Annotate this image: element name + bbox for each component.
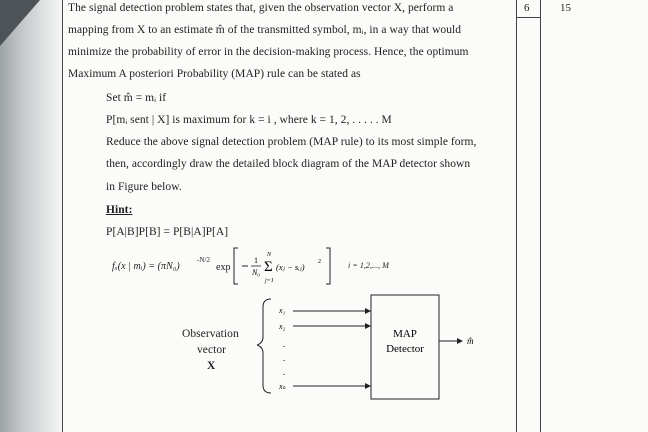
task-line-1: Reduce the above signal detection problem (MAP rule) to its most simple form, — [106, 136, 477, 148]
input-x2: x₂ — [279, 322, 286, 331]
question-line-4: Maximum A posteriori Probability (MAP) rule can be stated as — [68, 68, 361, 80]
observation-vector-label: vector — [197, 344, 227, 356]
formula-frac-den: N₀ — [251, 268, 261, 277]
output-estimate: m̂ — [467, 336, 474, 346]
block-diagram — [257, 293, 517, 403]
formula-square: 2 — [318, 259, 321, 265]
detector-label-map: MAP — [393, 328, 417, 340]
formula-sigma-icon: Σ — [264, 259, 273, 275]
input-xn: xₙ — [279, 382, 286, 391]
detector-label-detector: Detector — [386, 343, 424, 355]
output-arrowhead — [457, 338, 463, 344]
scan-corner — [0, 0, 40, 46]
formula-sum-top: N — [267, 252, 272, 258]
question-points: 15 — [560, 2, 571, 14]
input-dot-1: . — [283, 339, 286, 349]
bayes-rule: P[A|B]P[B] = P[B|A]P[A] — [106, 226, 229, 238]
map-set-rule: Set m̂ = mᵢ if — [106, 92, 167, 104]
formula-exp: exp — [216, 262, 231, 273]
formula-right-bracket — [326, 248, 330, 284]
formula-lhs: fₓ(x | mᵢ) = (πN₀) — [112, 261, 180, 272]
formula-frac-num: 1 — [254, 256, 258, 265]
input-arrowhead-1 — [365, 308, 371, 314]
table-left-border — [62, 0, 63, 432]
formula-sum-body: (xⱼ − sᵢⱼ) — [276, 262, 305, 272]
formula-sum-bottom: j=1 — [265, 278, 274, 284]
table-divider-marks — [540, 0, 541, 432]
question-line-2: mapping from X to an estimate m̂ of the transmitted symbol, mᵢ, in a way that would — [68, 24, 462, 36]
input-brace — [257, 299, 271, 393]
scan-shadow — [0, 0, 70, 432]
question-number: 6 — [524, 2, 530, 14]
observation-label: Observation — [182, 328, 239, 340]
task-line-3: in Figure below. — [106, 181, 182, 193]
input-arrowhead-n — [365, 383, 371, 389]
input-dot-2: . — [283, 353, 286, 363]
input-arrowhead-2 — [365, 323, 371, 329]
input-x1: x₁ — [279, 306, 286, 315]
document-page — [62, 0, 648, 432]
map-probability-rule: P[mᵢ sent | X] is maximum for k = i , where k = 1, 2, . . . . . M — [106, 114, 392, 126]
observation-x-label: X — [207, 360, 216, 372]
formula-left-bracket — [234, 248, 238, 284]
hint-label: Hint: — [106, 204, 133, 216]
question-line-1: The signal detection problem states that, given the observation vector X, perform a — [68, 2, 454, 14]
input-dot-3: . — [283, 367, 286, 377]
marks-cell-bottom — [516, 17, 540, 18]
question-line-3: minimize the probability of error in the decision-making process. Hence, the optimum — [68, 46, 469, 58]
formula-bracket-group — [232, 244, 342, 288]
task-line-2: then, accordingly draw the detailed block diagram of the MAP detector shown — [106, 158, 471, 170]
formula-exp-power: -N/2 — [197, 256, 211, 264]
formula-range: i = 1,2,..., M — [348, 261, 389, 270]
